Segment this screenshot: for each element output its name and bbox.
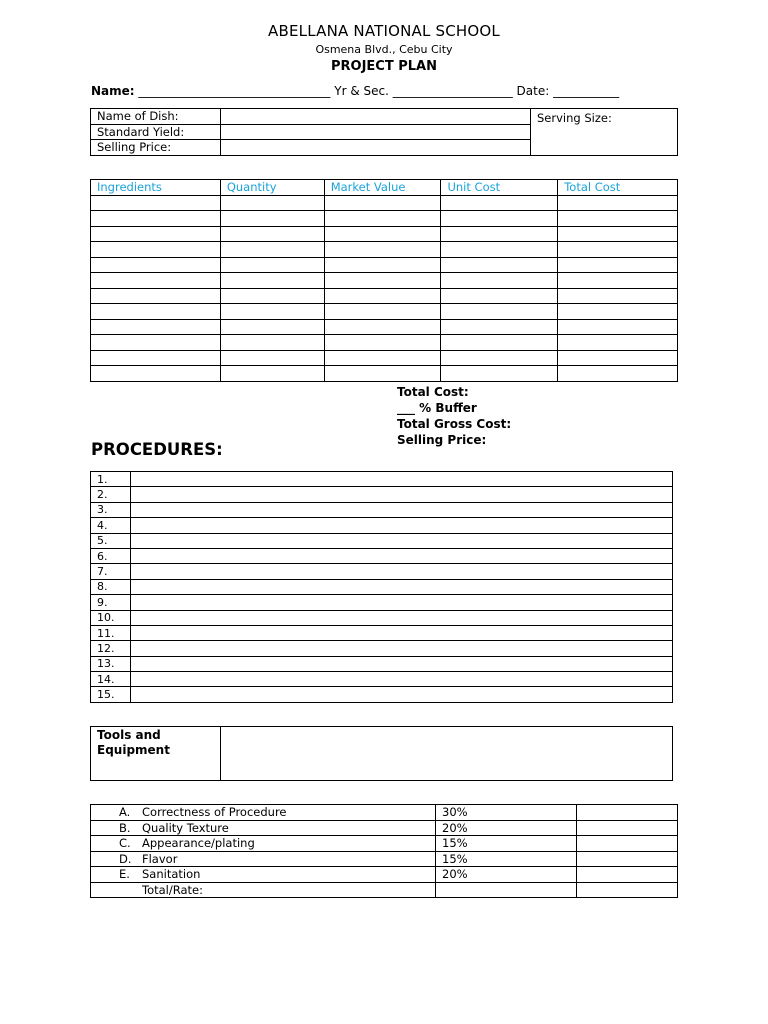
tools-field[interactable] [221,727,673,781]
procedure-number: 7. [91,564,131,579]
ingredient-row [91,211,678,227]
procedure-number: 14. [91,672,131,687]
criteria-name: Sanitation [142,867,201,882]
buffer-label: ___ % Buffer [397,401,477,415]
header-ingredients: Ingredients [91,180,221,196]
criteria-score-field[interactable] [577,836,678,852]
criteria-letter: B. [119,820,131,835]
quantity-cell[interactable] [220,319,324,335]
school-name: ABELLANA NATIONAL SCHOOL [268,22,500,40]
procedure-row [91,672,673,687]
criteria-name-cell [91,851,436,867]
cost-summary [397,384,511,448]
criteria-row [91,805,678,821]
procedure-number: 5. [91,533,131,548]
procedure-step-field[interactable] [131,672,673,687]
total-cost-cell[interactable] [558,211,678,227]
total-cost-label: Total Cost: [397,385,469,399]
ingredient-row [91,335,678,351]
unit-cost-cell[interactable] [441,319,558,335]
summary-selling-price-label: Selling Price: [397,433,487,447]
name-blank: ________________________________ [134,84,335,98]
criteria-score-field[interactable] [577,851,678,867]
unit-cost-cell[interactable] [441,335,558,351]
market-value-cell[interactable] [324,211,441,227]
quantity-cell[interactable] [220,242,324,258]
unit-cost-cell[interactable] [441,350,558,366]
school-address: Osmena Blvd., Cebu City [315,43,453,56]
procedure-number: 15. [91,687,131,702]
criteria-row [91,820,678,836]
procedure-number: 10. [91,610,131,625]
criteria-weight: 20% [436,867,577,883]
quantity-cell[interactable] [220,257,324,273]
ingredient-row [91,195,678,211]
criteria-letter: E. [119,867,130,882]
ingredient-row [91,273,678,289]
criteria-weight: 15% [436,851,577,867]
unit-cost-cell[interactable] [441,226,558,242]
criteria-score-field[interactable] [577,867,678,883]
procedure-row [91,625,673,640]
market-value-cell[interactable] [324,226,441,242]
criteria-score-field[interactable] [577,820,678,836]
procedure-row [91,472,673,487]
ingredient-row [91,226,678,242]
procedure-step-field[interactable] [131,487,673,502]
procedure-step-field[interactable] [131,641,673,656]
ingredient-cell[interactable] [91,366,221,382]
header-market-value: Market Value [324,180,441,196]
serving-size-label: Serving Size: [537,111,612,125]
unit-cost-cell[interactable] [441,304,558,320]
criteria-weight: 30% [436,805,577,821]
ingredient-row [91,319,678,335]
market-value-cell[interactable] [324,288,441,304]
total-cost-cell[interactable] [558,288,678,304]
procedure-number: 12. [91,641,131,656]
criteria-name-cell [91,867,436,883]
market-value-cell[interactable] [324,242,441,258]
total-cost-cell[interactable] [558,273,678,289]
procedure-step-field[interactable] [131,472,673,487]
ingredient-cell[interactable] [91,211,221,227]
ingredient-cell[interactable] [91,273,221,289]
ingredient-row [91,366,678,382]
yr-sec-label: Yr & Sec. [334,84,389,98]
criteria-letter: C. [119,836,131,851]
total-gross-cost-label: Total Gross Cost: [397,417,512,431]
market-value-cell[interactable] [324,350,441,366]
dish-info-table [90,108,678,156]
total-cost-cell[interactable] [558,319,678,335]
ingredient-cell[interactable] [91,242,221,258]
quantity-cell[interactable] [220,350,324,366]
market-value-cell[interactable] [324,335,441,351]
name-label: Name: [91,84,135,98]
quantity-cell[interactable] [220,335,324,351]
selling-price-label: Selling Price: [91,140,221,156]
header-total-cost: Total Cost [558,180,678,196]
procedure-row [91,610,673,625]
ingredient-cell[interactable] [91,335,221,351]
procedure-number: 1. [91,472,131,487]
unit-cost-cell[interactable] [441,195,558,211]
unit-cost-cell[interactable] [441,211,558,227]
total-cost-cell[interactable] [558,304,678,320]
standard-yield-label: Standard Yield: [91,124,221,140]
procedure-number: 13. [91,656,131,671]
ingredients-table [90,179,678,382]
criteria-name: Appearance/plating [142,836,255,851]
procedure-number: 6. [91,548,131,563]
ingredient-cell[interactable] [91,319,221,335]
criteria-weight: 20% [436,820,577,836]
unit-cost-cell[interactable] [441,288,558,304]
criteria-row [91,867,678,883]
procedure-row [91,518,673,533]
procedure-row [91,487,673,502]
procedure-row [91,564,673,579]
selling-price-field[interactable] [221,140,531,156]
ingredient-cell[interactable] [91,195,221,211]
criteria-table [90,804,678,898]
procedure-step-field[interactable] [131,502,673,517]
ingredient-row [91,257,678,273]
market-value-cell[interactable] [324,319,441,335]
ingredient-cell[interactable] [91,257,221,273]
ingredient-row [91,288,678,304]
quantity-cell[interactable] [220,195,324,211]
procedure-step-field[interactable] [131,595,673,610]
procedure-row [91,687,673,702]
procedure-step-field[interactable] [131,564,673,579]
total-cost-cell[interactable] [558,226,678,242]
serving-size-cell[interactable] [531,109,678,156]
name-of-dish-label: Name of Dish: [91,109,221,125]
criteria-letter: D. [119,851,132,866]
total-cost-cell[interactable] [558,335,678,351]
procedure-number: 2. [91,487,131,502]
ingredient-row [91,242,678,258]
ingredient-row [91,304,678,320]
document-title: PROJECT PLAN [331,59,437,74]
quantity-cell[interactable] [220,366,324,382]
criteria-score-field[interactable] [577,805,678,821]
ingredient-cell[interactable] [91,288,221,304]
total-cost-cell[interactable] [558,366,678,382]
procedure-step-field[interactable] [131,579,673,594]
name-of-dish-field[interactable] [221,109,531,125]
quantity-cell[interactable] [220,304,324,320]
procedure-row [91,579,673,594]
tools-label: Tools and Equipment [91,727,221,781]
criteria-letter: A. [119,805,131,820]
ingredient-row [91,350,678,366]
quantity-cell[interactable] [220,211,324,227]
procedure-row [91,595,673,610]
procedure-row [91,641,673,656]
date-label: Date: [516,84,550,98]
market-value-cell[interactable] [324,257,441,273]
unit-cost-cell[interactable] [441,273,558,289]
procedure-number: 4. [91,518,131,533]
criteria-total-row [91,882,678,898]
criteria-row [91,836,678,852]
market-value-cell[interactable] [324,195,441,211]
standard-yield-field[interactable] [221,124,531,140]
header-unit-cost: Unit Cost [441,180,558,196]
quantity-cell[interactable] [220,273,324,289]
procedures-table [90,471,673,703]
procedure-row [91,656,673,671]
procedure-step-field[interactable] [131,625,673,640]
procedure-number: 9. [91,595,131,610]
date-blank: ___________ [549,84,620,98]
market-value-cell[interactable] [324,304,441,320]
unit-cost-cell[interactable] [441,257,558,273]
procedure-row [91,502,673,517]
procedure-row [91,548,673,563]
unit-cost-cell[interactable] [441,242,558,258]
quantity-cell[interactable] [220,226,324,242]
criteria-name-cell [91,820,436,836]
market-value-cell[interactable] [324,366,441,382]
procedure-step-field[interactable] [131,687,673,702]
procedure-row [91,533,673,548]
criteria-name: Correctness of Procedure [142,805,287,820]
procedure-step-field[interactable] [131,533,673,548]
procedure-number: 8. [91,579,131,594]
total-cost-cell[interactable] [558,257,678,273]
procedure-step-field[interactable] [131,610,673,625]
ingredient-cell[interactable] [91,226,221,242]
total-rate-label: Total/Rate: [91,882,436,898]
tools-table [90,726,673,781]
procedure-step-field[interactable] [131,518,673,533]
total-cost-cell[interactable] [558,195,678,211]
unit-cost-cell[interactable] [441,366,558,382]
ingredient-cell[interactable] [91,304,221,320]
criteria-name-cell [91,805,436,821]
procedure-step-field[interactable] [131,548,673,563]
criteria-name-cell [91,836,436,852]
procedure-number: 3. [91,502,131,517]
yr-sec-blank: ____________________ [388,84,517,98]
student-info-line [91,84,619,98]
criteria-name: Quality Texture [142,820,229,835]
header-quantity: Quantity [220,180,324,196]
criteria-row [91,851,678,867]
total-score-field[interactable] [577,882,678,898]
procedure-number: 11. [91,625,131,640]
total-cost-cell[interactable] [558,350,678,366]
market-value-cell[interactable] [324,273,441,289]
criteria-weight: 15% [436,836,577,852]
procedures-title: PROCEDURES: [91,440,223,459]
total-weight-field[interactable] [436,882,577,898]
ingredients-header-row [91,180,678,196]
quantity-cell[interactable] [220,288,324,304]
criteria-name: Flavor [142,851,178,866]
total-cost-cell[interactable] [558,242,678,258]
ingredient-cell[interactable] [91,350,221,366]
procedure-step-field[interactable] [131,656,673,671]
